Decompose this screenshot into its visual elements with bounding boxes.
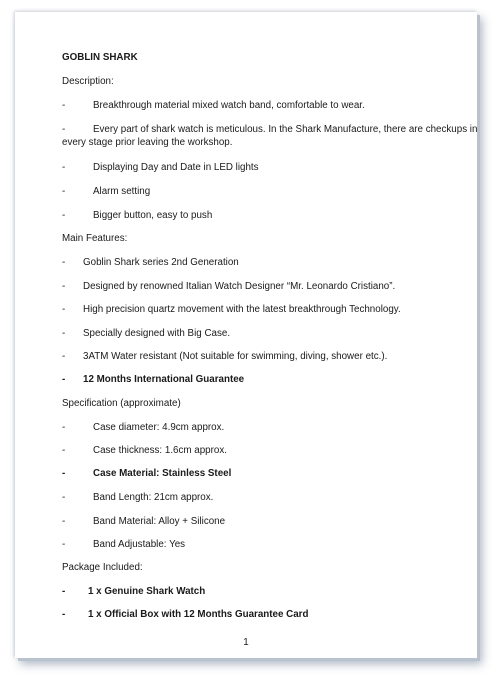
features-heading: Main Features:	[62, 233, 128, 244]
description-item-text: Breakthrough material mixed watch band, comfortable to wear.	[93, 100, 365, 111]
bullet-dash: -	[62, 609, 66, 620]
bullet-dash: -	[62, 374, 66, 385]
bullet-dash: -	[62, 468, 66, 479]
spec-item-text: Case diameter: 4.9cm approx.	[93, 422, 225, 433]
bullet-dash: -	[62, 124, 66, 135]
bullet-dash: -	[62, 186, 66, 197]
bullet-dash: -	[62, 539, 66, 550]
document-page	[15, 12, 477, 658]
spec-item-text: Case Material: Stainless Steel	[93, 468, 232, 479]
bullet-dash: -	[62, 281, 66, 292]
bullet-dash: -	[62, 100, 66, 111]
bullet-dash: -	[62, 257, 66, 268]
bullet-dash: -	[62, 445, 66, 456]
bullet-dash: -	[62, 586, 66, 597]
description-item-text: Alarm setting	[93, 186, 151, 197]
feature-item-text: 12 Months International Guarantee	[83, 374, 245, 385]
spec-item-text: Band Adjustable: Yes	[93, 539, 186, 550]
spec-item-text: Band Length: 21cm approx.	[93, 492, 214, 503]
page-number: 1	[243, 637, 249, 648]
description-heading: Description:	[62, 76, 114, 87]
feature-item-text: Designed by renowned Italian Watch Designer “Mr. Leonardo Cristiano”.	[83, 281, 396, 292]
description-item-text: Every part of shark watch is meticulous. In the Shark Manufacture, there are checkups in	[93, 124, 478, 135]
bullet-dash: -	[62, 422, 66, 433]
bullet-dash: -	[62, 304, 66, 315]
description-item-text: Displaying Day and Date in LED lights	[93, 162, 259, 173]
feature-item-text: Specially designed with Big Case.	[83, 328, 231, 339]
package-item-text: 1 x Genuine Shark Watch	[88, 586, 206, 597]
description-item-continuation: every stage prior leaving the workshop.	[62, 137, 233, 148]
spec-heading: Specification (approximate)	[62, 398, 181, 409]
bullet-dash: -	[62, 162, 66, 173]
document-title: GOBLIN SHARK	[62, 52, 138, 63]
package-heading: Package Included:	[62, 562, 143, 573]
package-item-text: 1 x Official Box with 12 Months Guarantee Card	[88, 609, 309, 620]
spec-item-text: Band Material: Alloy + Silicone	[93, 516, 226, 527]
feature-item-text: High precision quartz movement with the latest breakthrough Technology.	[83, 304, 401, 315]
bullet-dash: -	[62, 516, 66, 527]
description-item-text: Bigger button, easy to push	[93, 210, 213, 221]
bullet-dash: -	[62, 328, 66, 339]
feature-item-text: Goblin Shark series 2nd Generation	[83, 257, 239, 268]
spec-item-text: Case thickness: 1.6cm approx.	[93, 445, 227, 456]
bullet-dash: -	[62, 351, 66, 362]
bullet-dash: -	[62, 210, 66, 221]
feature-item-text: 3ATM Water resistant (Not suitable for swimming, diving, shower etc.).	[83, 351, 388, 362]
bullet-dash: -	[62, 492, 66, 503]
